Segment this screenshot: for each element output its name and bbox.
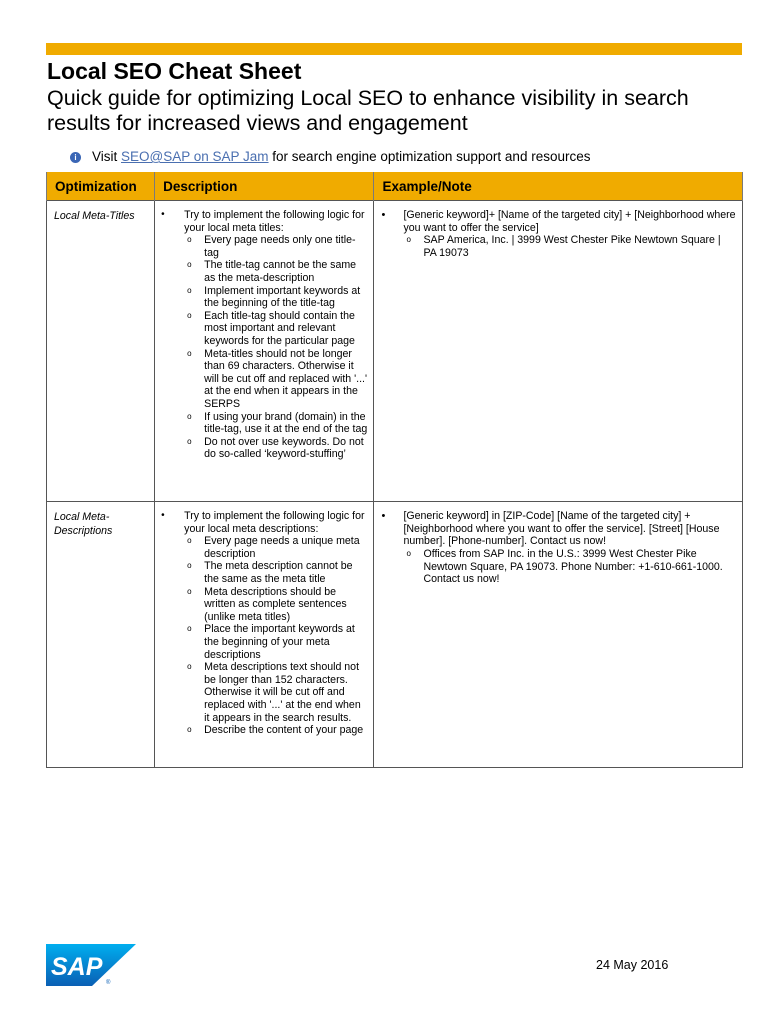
optimization-name: Local Meta-Descriptions	[54, 511, 113, 537]
description-sub-item: o Each title-tag should contain the most important and relevant keywords for the particular page	[184, 310, 367, 348]
description-intro: Try to implement the following logic for your local meta descriptions:	[184, 510, 365, 535]
description-sub-item: o Place the important keywords at the beginning of your meta descriptions	[184, 623, 367, 661]
visit-suffix: for search engine optimization support and resources	[268, 149, 591, 164]
header-optimization: Optimization	[47, 172, 155, 201]
description-sub-item: o Every page needs a unique meta description	[184, 535, 367, 560]
table-row	[47, 201, 743, 502]
page-subtitle: Quick guide for optimizing Local SEO to enhance visibility in search results for increased views and engagement	[47, 86, 689, 135]
description-sub-item: o If using your brand (domain) in the title-tag, use it at the end of the tag	[184, 411, 367, 436]
document-date: 24 May 2016	[596, 958, 669, 972]
description-sub-item: o The title-tag cannot be the same as the meta-description	[184, 259, 367, 284]
description-bullet	[155, 510, 367, 737]
example-sub-item: o SAP America, Inc. | 3999 West Chester Pike Newtown Square | PA 19073	[403, 234, 736, 260]
seo-table	[46, 172, 743, 768]
row-description-cell	[155, 201, 374, 502]
top-accent-bar	[46, 43, 742, 55]
example-bullet	[374, 209, 736, 260]
description-sub-item: o Meta descriptions should be written as complete sentences (unlike meta titles)	[184, 586, 367, 624]
visit-prefix: Visit	[92, 149, 122, 164]
row-example-cell	[374, 502, 743, 768]
svg-text:SAP: SAP	[51, 953, 103, 981]
page-title: Local SEO Cheat Sheet	[47, 58, 302, 84]
svg-text:®: ®	[106, 980, 111, 986]
description-intro: Try to implement the following logic for your local meta titles:	[184, 209, 365, 234]
example-main: [Generic keyword]+ [Name of the targeted city] + [Neighborhood where you want to offer the service]	[403, 209, 736, 234]
table-header-row	[47, 172, 743, 201]
description-sub-item: o Meta-titles should not be longer than 69 characters. Otherwise it will be cut off and replaced with '...' at the end when it appears in the SERPS	[184, 348, 367, 411]
example-main: [Generic keyword] in [ZIP-Code] [Name of the targeted city] + [Neighborhood where you want to offer the service]. [Street] [House number]. [Phone-number]. Contact us now!	[403, 510, 720, 548]
seo-jam-link[interactable]: SEO@SAP on SAP Jam	[121, 149, 269, 164]
example-bullet	[374, 510, 736, 586]
header-description: Description	[155, 172, 374, 201]
example-sub-item: o Offices from SAP Inc. in the U.S.: 3999 West Chester Pike Newtown Square, PA 19073. Phone Number: +1-610-661-1000. Contact us now!	[403, 548, 736, 586]
description-sub-item: o Implement important keywords at the beginning of the title-tag	[184, 285, 367, 310]
row-optimization-cell	[47, 502, 155, 768]
description-sub-item: o Do not over use keywords. Do not do so-called ‘keyword-stuffing’	[184, 436, 367, 461]
visit-line	[70, 149, 590, 164]
table-row	[47, 502, 743, 768]
row-description-cell	[155, 502, 374, 768]
description-sub-item: o Every page needs only one title-tag	[184, 234, 367, 259]
optimization-name: Local Meta-Titles	[54, 210, 135, 222]
description-bullet	[155, 209, 367, 461]
row-optimization-cell	[47, 201, 155, 502]
description-sub-item: o Describe the content of your page	[184, 724, 367, 737]
row-example-cell	[374, 201, 743, 502]
description-sub-item: o Meta descriptions text should not be longer than 152 characters. Otherwise it will be cut off and replaced with '...' at the end when it appears in the search results.	[184, 661, 367, 724]
info-icon: i	[70, 152, 81, 163]
sap-logo	[46, 944, 136, 986]
description-sub-item: o The meta description cannot be the same as the meta title	[184, 560, 367, 585]
header-example: Example/Note	[374, 172, 743, 201]
